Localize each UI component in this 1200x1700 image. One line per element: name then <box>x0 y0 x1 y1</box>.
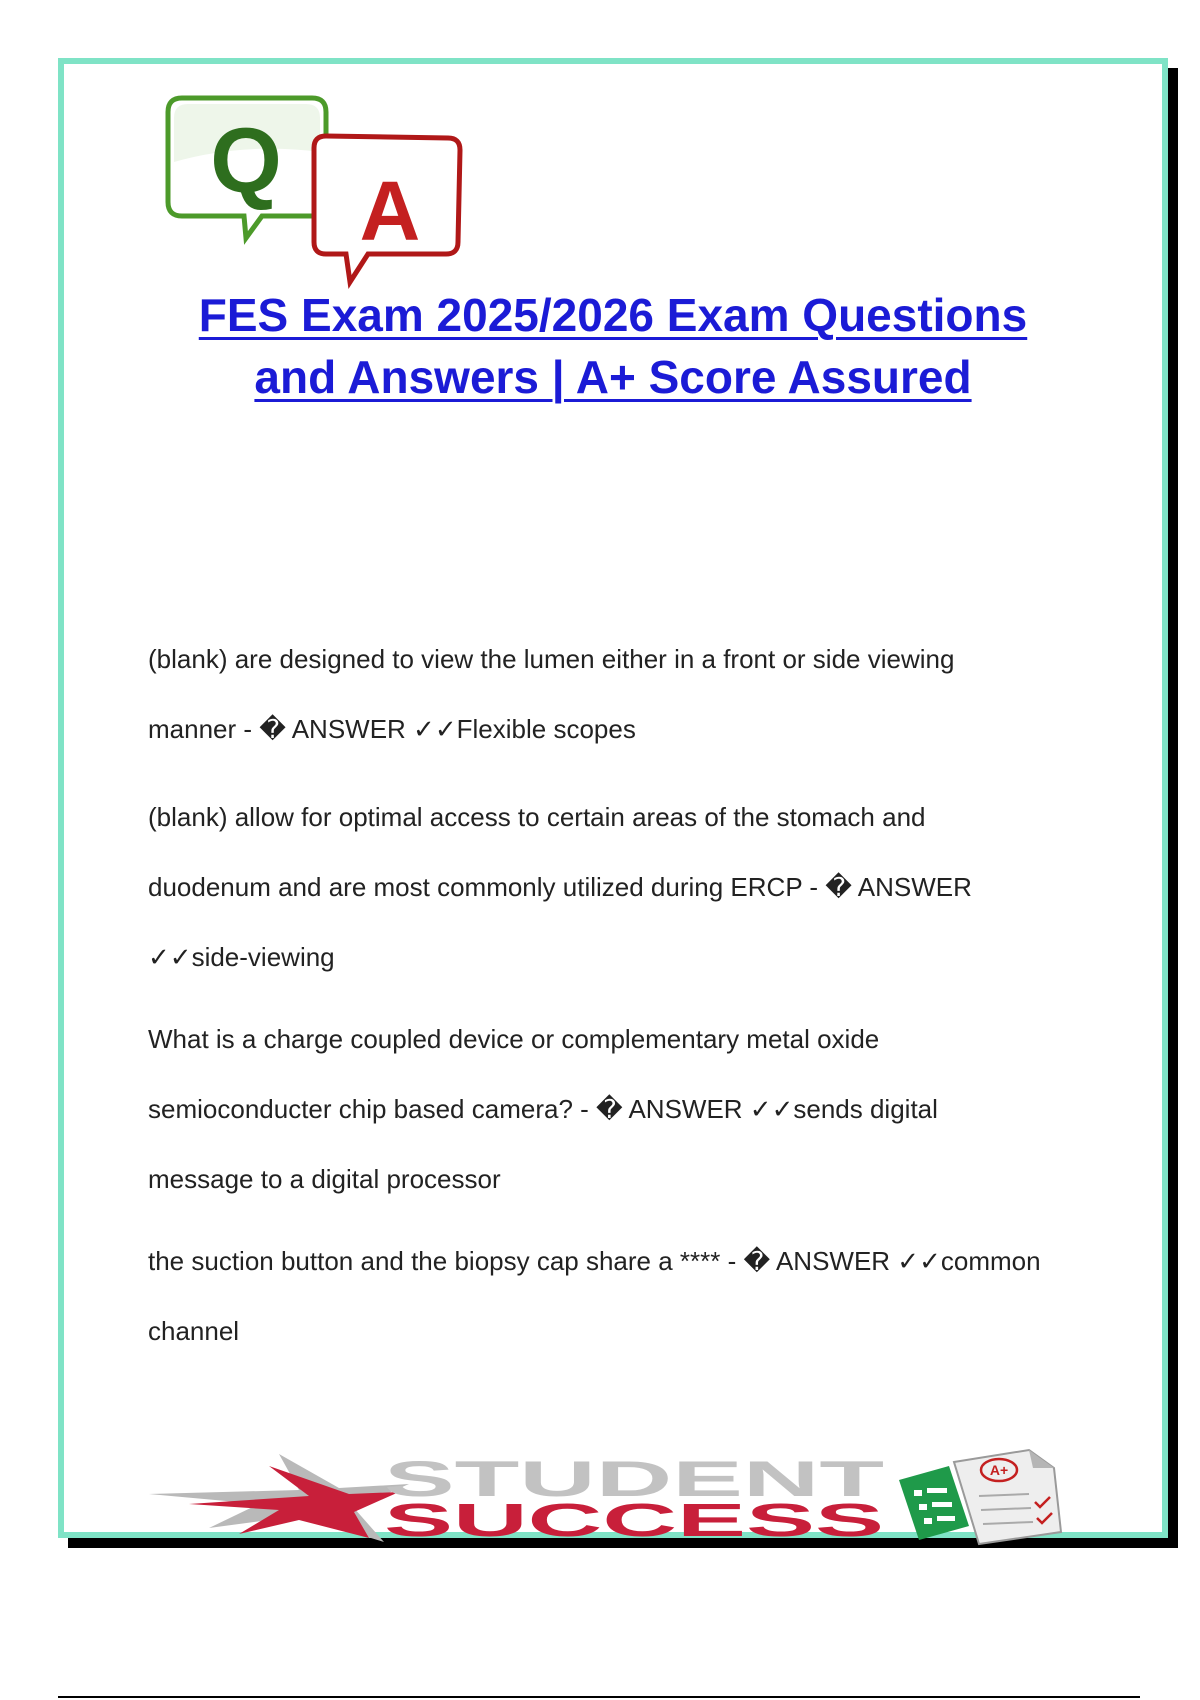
qa-item-3 <box>148 1004 1048 1214</box>
q-letter: Q <box>210 110 282 212</box>
a-letter: A <box>359 164 421 258</box>
qa-item-2 <box>148 782 1048 992</box>
document-title <box>64 284 1162 408</box>
grade-badge: A+ <box>989 1462 1009 1478</box>
qa-text: What is a charge coupled device or complementary metal oxide semioconducter chip based camera? - � ANSWER ✓✓sends digital message to a digital processor <box>148 1024 938 1194</box>
title-line-2: and Answers | A+ Score Assured <box>254 351 972 403</box>
page-bottom-rule <box>58 1696 1140 1698</box>
student-success-logo <box>149 1444 1099 1554</box>
qa-item-1 <box>148 624 1048 764</box>
title-line-1: FES Exam 2025/2026 Exam Questions <box>198 289 1028 341</box>
qa-text: (blank) are designed to view the lumen either in a front or side viewing manner - � ANSWER ✓✓Flexible scopes <box>148 644 955 744</box>
qa-item-4 <box>148 1226 1048 1366</box>
star-swoosh-icon <box>149 1454 409 1542</box>
qa-logo <box>154 92 484 302</box>
qa-text: the suction button and the biopsy cap share a **** - � ANSWER ✓✓common channel <box>148 1246 1041 1346</box>
graded-paper-icon <box>954 1450 1061 1544</box>
document-page <box>58 58 1168 1546</box>
brand-line-2: SUCCESS <box>384 1494 884 1546</box>
qa-text: (blank) allow for optimal access to certain areas of the stomach and duodenum and are most commonly utilized during ERCP - � ANSWER ✓✓side-viewing <box>148 802 972 972</box>
brand-line-1: STUDENT <box>384 1451 884 1507</box>
